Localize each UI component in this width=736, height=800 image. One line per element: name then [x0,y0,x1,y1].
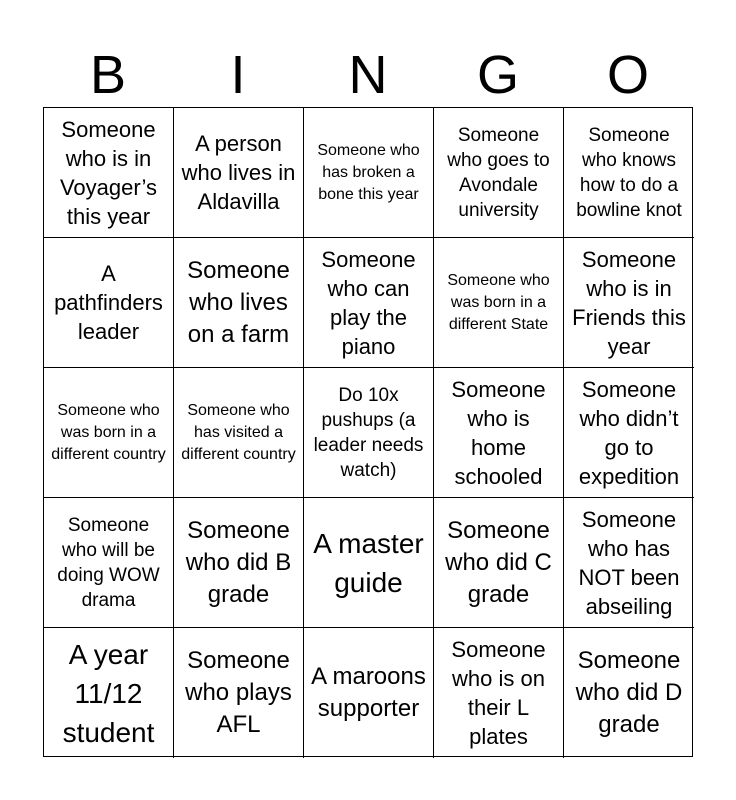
cell-text: Do 10x pushups (a leader needs watch) [313,384,424,481]
bingo-grid [43,107,693,757]
bingo-cell-r3-c1[interactable] [44,368,174,498]
bingo-cell-r4-c3[interactable] [304,498,434,628]
header-letter-g: G [476,45,519,105]
cell-text: Someone who can play the piano [321,246,416,359]
bingo-cell-r5-c4[interactable] [434,628,564,758]
cell-text: Someone who is in Voyager’s this year [59,116,158,229]
cell-text: Someone who has NOT been abseiling [578,506,680,619]
header-letter-o: O [606,45,649,105]
cell-text: Someone who has broken a bone this year [317,141,420,203]
bingo-cell-r2-c1[interactable] [44,238,174,368]
cell-text: Someone who plays AFL [185,647,292,738]
bingo-cell-r2-c4[interactable] [434,238,564,368]
cell-text: Someone who didn’t go to expedition [578,376,680,489]
bingo-cell-r1-c4[interactable] [434,108,564,238]
cell-text: Someone who did C grade [445,516,552,608]
header-letter-b: B [89,45,127,105]
cell-text: A year 11/12 student [62,638,155,748]
cell-text: Someone who knows how to do a bowline knot [576,124,682,221]
cell-text: Someone who lives on a farm [187,256,290,348]
bingo-cell-r4-c5[interactable] [564,498,694,628]
cell-text: A master guide [313,527,424,598]
bingo-cell-r1-c3[interactable] [304,108,434,238]
cell-text: A pathfinders leader [54,261,163,344]
header-letter-n: N [348,45,388,105]
bingo-cell-r2-c2[interactable] [174,238,304,368]
bingo-header [43,42,693,108]
cell-text: Someone who is on their L plates [451,637,546,749]
cell-text: A person who lives in Aldavilla [181,131,296,214]
bingo-cell-r4-c4[interactable] [434,498,564,628]
bingo-cell-r1-c1[interactable] [44,108,174,238]
header-letter-i: I [230,45,246,105]
bingo-cell-r2-c3[interactable] [304,238,434,368]
cell-text: Someone who was born in a different State [447,271,550,333]
cell-text: A maroons supporter [311,663,426,722]
cell-text: Someone who did B grade [185,516,292,608]
bingo-cell-r3-c4[interactable] [434,368,564,498]
cell-text: Someone who is home schooled [451,376,546,489]
cell-text: Someone who was born in a different country [51,401,166,463]
cell-text: Someone who will be doing WOW drama [57,514,160,611]
cell-text: Someone who goes to Avondale university [447,124,550,221]
bingo-cell-r5-c3[interactable] [304,628,434,758]
bingo-cell-r1-c5[interactable] [564,108,694,238]
bingo-cell-r2-c5[interactable] [564,238,694,368]
cell-text: Someone who has visited a different country [181,401,296,463]
cell-text: Someone who did D grade [575,647,683,738]
bingo-cell-r4-c2[interactable] [174,498,304,628]
bingo-cell-r5-c2[interactable] [174,628,304,758]
cell-text: Someone who is in Friends this year [572,246,686,359]
bingo-cell-r3-c2[interactable] [174,368,304,498]
bingo-cell-r5-c5[interactable] [564,628,694,758]
bingo-cell-r4-c1[interactable] [44,498,174,628]
bingo-cell-r1-c2[interactable] [174,108,304,238]
bingo-cell-r3-c5[interactable] [564,368,694,498]
bingo-cell-r3-c3[interactable] [304,368,434,498]
bingo-cell-r5-c1[interactable] [44,628,174,758]
